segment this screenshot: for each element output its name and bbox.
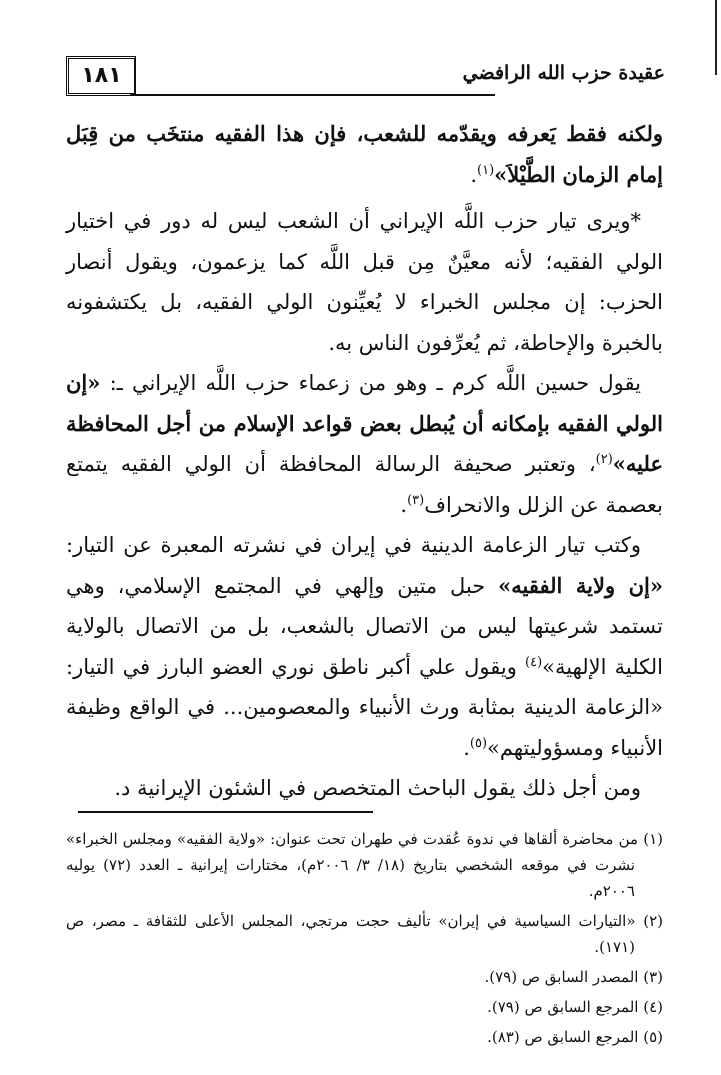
footnote-ref-2: (٢) xyxy=(595,452,613,467)
paragraph-4-quote: «إن ولاية الفقيه» xyxy=(498,572,663,598)
paragraph-2: *ويرى تيار حزب اللَّه الإيراني أن الشعب ليس له دور في اختيار الولي الفقيه؛ لأنه معيَّنٌ مِن قبل اللَّه كما يزعمون، ويقول أنصار الحزب: إن مجلس الخبراء لا يُعيِّنون الولي الفقيه، بل يكتشفونه بالخبرة والإحاطة، ثم يُعرِّفون الناس به. xyxy=(66,209,663,355)
paragraph-3: يقول حسين اللَّه كرم ـ وهو من زعماء حزب اللَّه الإيراني ـ: «إن الولي الفقيه بإمكانه أن يُبطل بعض قواعد الإسلام من أجل المحافظة عليه»$^{(٢)}$، وتعتبر صحيفة الرسالة المحافظة أن الولي الفقيه يتمتع بعصمة عن الزلل والانحراف$^{(٣)}$. xyxy=(66,370,663,517)
running-title: عقيدة حزب الله الرافضي xyxy=(462,62,665,84)
footnote-ref-3: (٣) xyxy=(407,492,425,508)
footnote-5: (٥) المرجع السابق ص (٨٣). xyxy=(487,1028,663,1046)
paragraph-3-start: يقول حسين اللَّه كرم ـ وهو من زعماء حزب اللَّه الإيراني ـ: xyxy=(109,371,641,395)
page-edge-line xyxy=(715,0,717,75)
footnote-1: (١) من محاضرة ألقاها في ندوة عُقدت في طهران تحت عنوان: «ولاية الفقيه» ومجلس الخبراء» نشرت في موقعه الشخصي بتاريخ (١٨/ ٣/ ٢٠٠٦م)، مختارات إيرانية ـ العدد (٧٢) يوليه ٢٠٠٦م. xyxy=(66,830,663,900)
header-rule xyxy=(130,94,495,96)
paragraph-1-bold: ولكنه فقط يَعرفه ويقدّمه للشعب، فإن هذا الفقيه منتخَب من قِبَل إمام الزمان xyxy=(66,121,663,187)
paragraph-3-end: ، وتعتبر صحيفة الرسالة المحافظة أن الولي الفقيه يتمتع بعصمة عن الزلل والانحراف xyxy=(66,452,663,517)
footnote-ref-5: (٥) xyxy=(469,735,488,751)
paragraph-1-end: الطَّيْلاَ» xyxy=(494,161,556,187)
main-text xyxy=(66,114,663,809)
paragraph-3-quote: «إن الولي الفقيه بإمكانه أن يُبطل بعض قواعد الإسلام من أجل المحافظة عليه» xyxy=(66,370,663,476)
page-header xyxy=(66,56,665,100)
paragraph-4: وكتب تيار الزعامة الدينية في إيران في نشرته المعبرة عن التيار: «إن ولاية الفقيه» حبل متين وإلهي في المجتمع الإسلامي، وهي تستمد شرعيتها ليس من الاتصال بالشعب، بل من الاتصال بالولاية الكلية الإلهية»$^{(٤)}$ ويقول علي أكبر ناطق نوري العضو البارز في التيار: «الزعامة الدينية بمثابة ورث الأنبياء والمعصومين... في الواقع وظيفة الأنبياء ومسؤوليتهم»$^{(٥)}$. xyxy=(66,533,663,760)
paragraph-1: ولكنه فقط يَعرفه ويقدّمه للشعب، فإن هذا الفقيه منتخَب من قِبَل إمام الزمان الطَّيْلاَ»$^{(١)}$. xyxy=(66,121,663,187)
footnote-3: (٣) المصدر السابق ص (٧٩). xyxy=(484,968,663,986)
footnote-separator xyxy=(78,811,373,813)
footnotes xyxy=(66,826,663,1054)
footnote-ref-4: (٤) xyxy=(525,654,543,670)
footnote-2: (٢) «التيارات السياسية في إيران» تأليف حجت مرتجي، المجلس الأعلى للثقافة ـ مصر، ص (١٧١). xyxy=(66,912,663,956)
paragraph-4-start: وكتب تيار الزعامة الدينية في إيران في نشرته المعبرة عن التيار: xyxy=(66,533,641,557)
page-number: ١٨١ xyxy=(66,56,136,96)
paragraph-5: ومن أجل ذلك يقول الباحث المتخصص في الشئون الإيرانية د. xyxy=(114,776,641,800)
footnote-ref-1: (١) xyxy=(477,162,495,178)
footnote-4: (٤) المرجع السابق ص (٧٩). xyxy=(487,998,663,1016)
paragraph-4-mid2: ويقول علي أكبر ناطق نوري العضو البارز في التيار: «الزعامة الدينية بمثابة ورث الأنبياء والمعصومين... في الواقع وظيفة الأنبياء ومسؤوليتهم» xyxy=(66,654,663,760)
paragraph-4-mid: حبل متين وإلهي في المجتمع الإسلامي، وهي تستمد شرعيتها ليس من الاتصال بالشعب، بل من الاتصال بالولاية الكلية الإلهية» xyxy=(66,573,663,679)
